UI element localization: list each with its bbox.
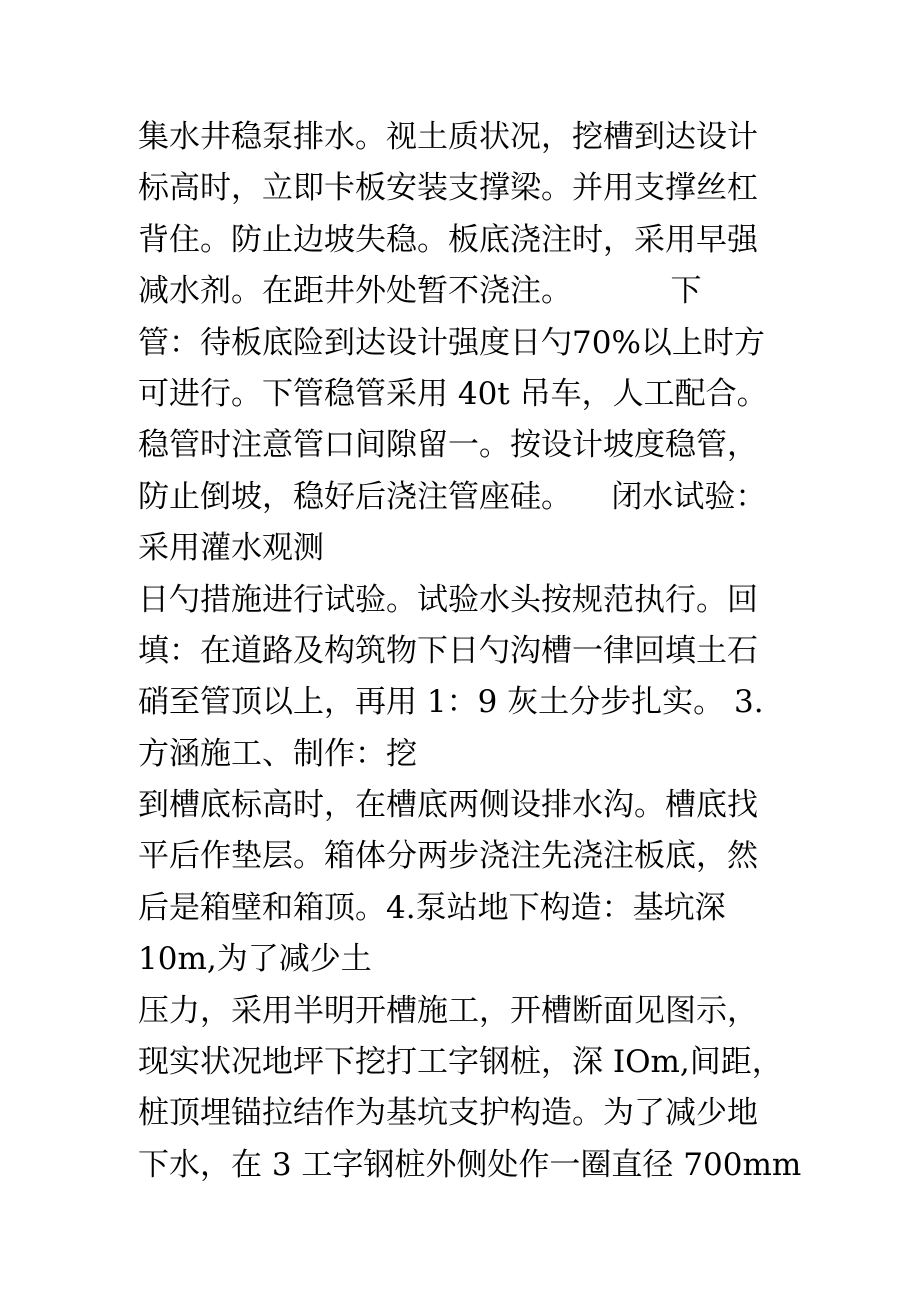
text-line: 背住。防止边坡失稳。板底浇注时，采用早强 [138, 221, 758, 258]
text-line: 填：在道路及构筑物下日勺沟槽一律回填土石 [138, 632, 758, 669]
text-line: 平后作垫层。箱体分两步浇注先浇注板底，然 [138, 838, 758, 875]
text-line: 10m,为了减少土 [138, 941, 372, 978]
text-line: 日勺措施进行试验。试验水头按规范执行。回 [138, 581, 758, 618]
text-line: 桩顶埋锚拉结作为基坑支护构造。为了减少地 [138, 1095, 758, 1132]
text-line: 后是箱壁和箱顶。4.泵站地下构造：基坑深 [138, 889, 726, 926]
text-line: 稳管时注意管口间隙留一。按设计坡度稳管， [138, 427, 758, 464]
text-line: 方涵施工、制作：挖 [138, 735, 417, 772]
text-line: 压力，采用半明开槽施工，开槽断面见图示， [138, 992, 758, 1029]
body-text [138, 112, 918, 1191]
text-line: 减水剂。在距井外处暂不浇注。 下 [138, 273, 702, 310]
text-line: 防止倒坡，稳好后浇注管座硅。 闭水试验： [138, 478, 767, 515]
text-line: 硝至管顶以上，再用 1：9 灰土分步扎实。 3. [138, 684, 764, 721]
text-line: 现实状况地坪下挖打工字钢桩，深 IOm,间距， [138, 1044, 783, 1081]
text-line: 集水井稳泵排水。视土质状况，挖槽到达设计 [138, 119, 758, 155]
text-line: 标高时，立即卡板安装支撑梁。并用支撑丝杠 [138, 170, 758, 207]
text-line: 可进行。下管稳管采用 40t 吊车，人工配合。 [138, 375, 768, 412]
text-line: 管：待板底险到达设计强度日勺70%以上时方 [138, 324, 765, 361]
text-line: 下水，在 3 工字钢桩外侧处作一圈直径 700mm [138, 1146, 802, 1183]
text-line: 到槽底标高时，在槽底两侧设排水沟。槽底找 [138, 787, 758, 824]
text-line: 采用灌水观测 [138, 530, 324, 567]
